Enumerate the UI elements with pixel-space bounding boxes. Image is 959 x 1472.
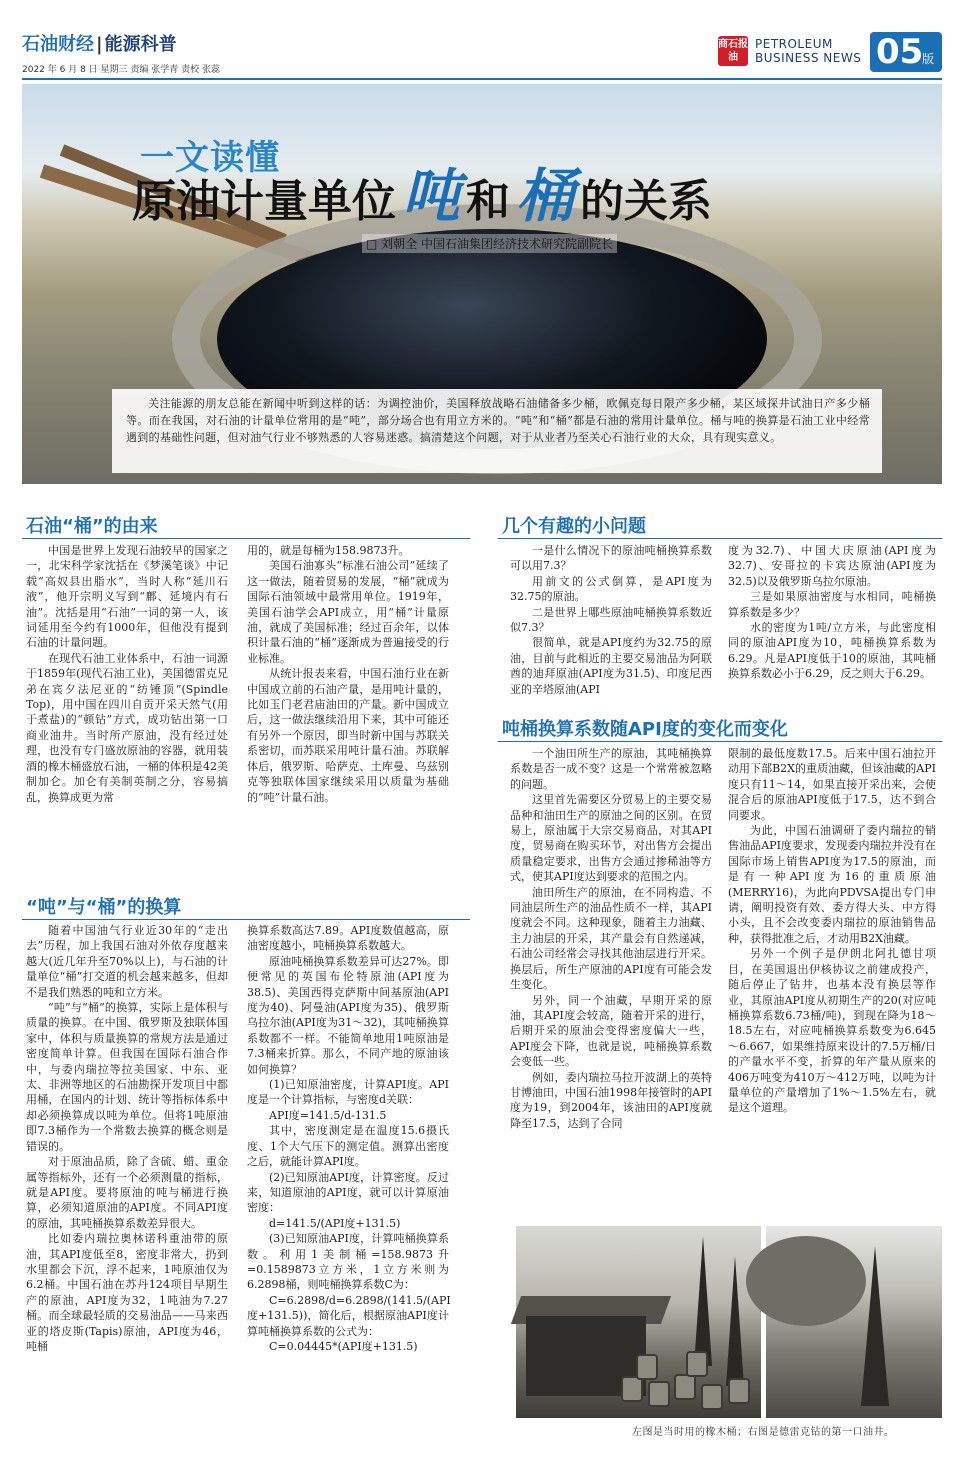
paragraph: 很简单，就是API度约为32.75的原油，目前与此相近的主要交易油品为阿联酋的迪拜原油(API度为31.5)、印度尼西亚的辛塔原油(API: [510, 636, 712, 696]
paragraph: C=6.2898/d=6.2898/(141.5/(API度+131.5))，简化后，根据原油API度计算吨桶换算系数的公式为：: [247, 1293, 451, 1338]
paragraph: 对于原油品质，除了含硫、蜡、重金属等指标外，还有一个必须测量的指标，就是API度。要将原油的吨与桶进行换算，必须知道原油的API度。不同API度的原油，其吨桶换算系数差异很大。: [26, 1155, 228, 1230]
photo-caption: 左图是当时用的橡木桶；右图是德雷克钻的第一口油井。: [632, 1427, 895, 1438]
paragraph: 另外，同一个油藏，早期开采的原油，其API度会较高，随着开采的进行，后期开采的原油会变得密度偏大一些，API度会下降，也就是说，吨桶换算系数会变低一些。: [510, 993, 712, 1069]
title-highlight-barrel: 桶: [516, 162, 575, 230]
newspaper-name-en-line2: BUSINESS NEWS: [755, 51, 862, 65]
paragraph: (2)已知原油API度，计算密度。反过来，知道原油的API度，就可以计算原油密度：: [247, 1170, 449, 1215]
derrick-shape: [861, 1246, 889, 1406]
section-heading: “吨”与“桶”的换算: [26, 897, 182, 918]
paragraph: 在现代石油工业体系中，石油一词源于1859年(现代石油工业)，美国德雷克兄弟在宾夕法尼亚的“纺锤顶”(Spindle Top)，用中国在四川自贡开采天然气(用于煮盐)的“顿钻”方式，成功钻出第一口商业油井。当时所产原油，没有经过处理，也没有专门盛放原油的容器，就用装酒的橡木桶盛放石油，一桶的体积是42美制加仑。加仑有美制英制之分，容易搞乱，换算成更为常: [26, 651, 228, 804]
paragraph: 随着中国油气行业近30年的“走出去”历程，加上我国石油对外依存度越来越大(近几年升至70%以上)，与石油的计量单位“桶”打交道的机会越来越多，但却不是我们熟悉的吨和立方米。: [26, 924, 228, 999]
title-part: 的关系: [580, 176, 713, 227]
section-heading: 吨桶换算系数随API度的变化而变化: [502, 719, 788, 740]
article-column: [26, 923, 228, 1443]
paragraph: 原油吨桶换算系数差异可达27%。即便常见的英国布伦特原油(API度为38.5)、美国西得克萨斯中间基原油(API度为40)、阿曼油(API度为35)、俄罗斯乌拉尔油(API度为31～32)，其吨桶换算系数都不一样。不能简单地用1吨原油是7.3桶来折算。那么，不同产地的原油该如何换算？: [247, 954, 449, 1076]
section-rule: [22, 538, 470, 539]
section-rule: [498, 741, 942, 742]
newspaper-name-en-line1: PETROLEUM: [755, 37, 833, 51]
paragraph: 中国是世界上发现石油较早的国家之一，北宋科学家沈括在《梦溪笔谈》中记载“高奴县出脂水”，当时人称“延川石液”，他开宗明义写到“鄜、延境内有石油”。沈括是用“石油”一词的第一人，该词延用至今约有1000年，但他没有提到石油的计量问题。: [26, 544, 228, 650]
paragraph: 三是如果原油密度与水相同，吨桶换算系数是多少？: [728, 590, 936, 619]
section-rule: [22, 919, 470, 920]
issue-meta: 2022 年 6 月 8 日 星期三 责编 张学青 责校 张蕊: [22, 65, 220, 75]
photo-oak-barrels: [516, 1226, 761, 1418]
section-separator: |: [96, 34, 103, 55]
formula: API度=141.5/d-131.5: [269, 1108, 387, 1122]
paragraph: 油田所生产的原油，在不同构造、不同油层所生产的油品性质不一样，其API度就会不同。这种现象，随着主力油藏、主力油层的开采，其产量会有自然递减，石油公司经常会寻找其他油层进行开采。换层后，所生产原油的API度有可能会发生变化。: [510, 885, 712, 992]
photo-first-oil-well: [766, 1226, 942, 1418]
paragraph: 其中，密度测定是在温度15.6摄氏度、1个大气压下的测定值。测算出密度之后，就能计算API度。: [247, 1124, 449, 1169]
subsection-name: 能源科普: [104, 34, 177, 55]
paragraph: 二是世界上哪些原油吨桶换算系数近似7.3？: [510, 605, 712, 635]
masthead-rule: [22, 78, 942, 80]
title-part: 原油计量单位: [132, 176, 396, 227]
article-column: [510, 746, 712, 1221]
barrel-shape: [701, 1384, 723, 1410]
paragraph: 限制的最低度数17.5。后来中国石油拉开动用下部B2X的重质油藏，但该油藏的API度只有11～14，如果直接开采出来，会使混合后的原油API度低于17.5，达不到合同要求。: [728, 747, 936, 822]
hill-shape: [746, 1236, 866, 1326]
paragraph: 度为32.7)、中国大庆原油(API度为32.7)、安哥拉的卡宾达原油(API度为32.5)以及俄罗斯乌拉尔原油。: [728, 544, 936, 588]
masthead: [0, 0, 959, 80]
paragraph: 例如，委内瑞拉马拉开波湖上的英特甘博油田，中国石油1998年接管时的API度为19，到2004年，该油田的API度就降至17.5，达到了合同: [510, 1070, 712, 1130]
intro-paragraph: 关注能源的朋友总能在新闻中听到这样的话：为调控油价，美国释放战略石油储备多少桶，欧佩克每日限产多少桶，某区域探井试油日产多少桶等。而在我国，对石油的计量单位常用的是“吨”，部分场合也有用立方米的。“吨”和“桶”都是石油的常用计量单位。桶与吨的换算是石油工业中经常遇到的基础性问题，但对油气行业不够熟悉的人容易迷惑。搞清楚这个问题，对于从业者乃至关心石油行业的大众，具有现实意义。: [112, 389, 882, 473]
derrick-shape: [694, 1236, 712, 1366]
derrick-shape: [726, 1256, 744, 1386]
section-heading: 几个有趣的小问题: [502, 516, 646, 537]
article-title: [132, 162, 713, 230]
title-part: 和: [466, 176, 511, 227]
paragraph: 美国石油寡头“标准石油公司”延续了这一做法，随着贸易的发展，“桶”就成为国际石油领域中最常用单位。1919年，美国石油学会API成立，用“桶”计量原油，就成了美国标准；经过百余年，以体积计量石油的“桶”逐渐成为普遍接受的行业标准。: [247, 559, 449, 665]
newspaper-name-en: [755, 37, 861, 65]
paragraph: 比如委内瑞拉奥林诺科重油带的原油，其API度低至8，密度非常大，扔到水里都会下沉，浮不起来，1吨原油仅为6.2桶。中国石油在苏丹124项目早期生产的原油，API度为32，1吨油为7.27桶。而全球最轻质的交易油品——马来西亚的塔皮斯(Tapis)原油，API度为46，吨桶: [26, 1232, 228, 1353]
paragraph: (1)已知原油密度，计算API度。API度是一个计算指标，与密度d关联：: [247, 1078, 449, 1107]
section-name: 石油财经: [22, 34, 94, 55]
barrel-shape: [648, 1381, 670, 1407]
section-title: [22, 30, 177, 56]
title-highlight-ton: 吨: [402, 162, 461, 230]
edition-badge: [870, 32, 942, 72]
formula: d=141.5/(API度+131.5): [269, 1216, 401, 1230]
edition-label: 版: [922, 52, 935, 66]
byline: □ 刘朝全 中国石油集团经济技术研究院副院长: [362, 234, 617, 253]
paragraph: 换算系数高达7.89。API度数值越高，原油密度越小，吨桶换算系数越大。: [247, 924, 449, 953]
paragraph: 为此，中国石油调研了委内瑞拉的销售油品API度要求，发现委内瑞拉并没有在国际市场上销售API度为17.5的原油，而是有一种API度为16的重质原油(MERRY16)，为此向PDVSA提出专门申请，阐明投资有效、委方得大头、中方得小头，且不会改变委内瑞拉的原油销售品种，获得批准之后，才动用B2X油藏。: [728, 824, 936, 945]
paragraph: 从统计报表来看，中国石油行业在新中国成立前的石油产量，是用吨计量的，比如玉门老君庙油田的产量。新中国成立后，这一做法继续沿用下来，其中可能还有另外一个原因，即当时新中国与苏联关系密切，而苏联采用吨计量石油。苏联解体后，俄罗斯、哈萨克、土库曼、乌兹别克等独联体国家继续采用以质量为基础的“吨”计量石油。: [247, 667, 449, 804]
paragraph: 这里首先需要区分贸易上的主要交易品种和油田生产的原油之间的区别。在贸易上，原油属于大宗交易商品，对其API度，贸易商在购买环节，对出售方会提出质量稳定要求，出售方会通过掺稀油等方式，使其API度达到要求的范围之内。: [510, 793, 712, 884]
article-column: [728, 746, 936, 1221]
paragraph: 用前文的公式倒算，是API度为32.75的原油。: [510, 574, 712, 604]
paragraph: 一是什么情况下的原油吨桶换算系数可以用7.3？: [510, 544, 712, 573]
article-column: [728, 543, 936, 681]
paragraph: “吨”与“桶”的换算，实际上是体积与质量的换算。在中国、俄罗斯及独联体国家中，体积与质量换算的常规方法是通过密度简单计算。但我国在国际石油合作中，与委内瑞拉等拉美国家、中东、亚太、非洲等地区的石油勘探开发项目中都用桶，在国内的计划、统计等指标体系中却必须换算成以吨为单位。但将1吨原油即7.3桶作为一个常数去换算的概念则是错误的。: [26, 1001, 228, 1153]
title-kicker: 一文读懂: [140, 138, 280, 178]
formula: C=0.04445*(API度+131.5): [269, 1339, 418, 1353]
article-column: [26, 543, 228, 876]
barrel-shape: [686, 1351, 708, 1377]
barrel-shape: [636, 1354, 658, 1380]
paragraph: 用的，就是每桶为158.9873升。: [247, 544, 410, 557]
paragraph: (3)已知原油API度，计算吨桶换算系数。利用1美制桶=158.9873升=0.1589873立方米，1立方米则为6.2898桶，则吨桶换算系数C为：: [247, 1232, 449, 1292]
article-column: [247, 543, 449, 876]
barrel-shape: [674, 1374, 696, 1400]
article-column: [510, 543, 712, 696]
paragraph: 另外一个例子是伊朗北阿扎德甘项目，在美国退出伊核协议之前建成投产，随后停止了钻井，也基本没有换层等作业，其原油API度从初期生产的20(对应吨桶换算系数6.73桶/吨)，到现在降为18～18.5左右，对应吨桶换算系数变为6.645～6.667，如果维持原来设计的7.5万桶/日的产量水平不变，折算的年产量从原来的406万吨变为410万～412万吨，以吨为计量单位的产量增加了1%～1.5%左右，就是这个道理。: [728, 947, 936, 1115]
edition-number: 05: [876, 32, 924, 72]
barrel-shape: [728, 1378, 750, 1404]
section-rule: [498, 538, 942, 539]
newspaper-logo: 商石报油: [718, 36, 748, 66]
paragraph: 一个油田所生产的原油，其吨桶换算系数是否一成不变？这是一个常常被忽略的问题。: [510, 747, 712, 791]
article-column: [247, 923, 449, 1443]
paragraph: 水的密度为1吨/立方米，与此密度相同的原油API度为10，吨桶换算系数为6.29。凡是API度低于10的原油，其吨桶换算系数必小于6.29，反之则大于6.29。: [728, 621, 936, 681]
section-heading: 石油“桶”的由来: [26, 516, 158, 537]
